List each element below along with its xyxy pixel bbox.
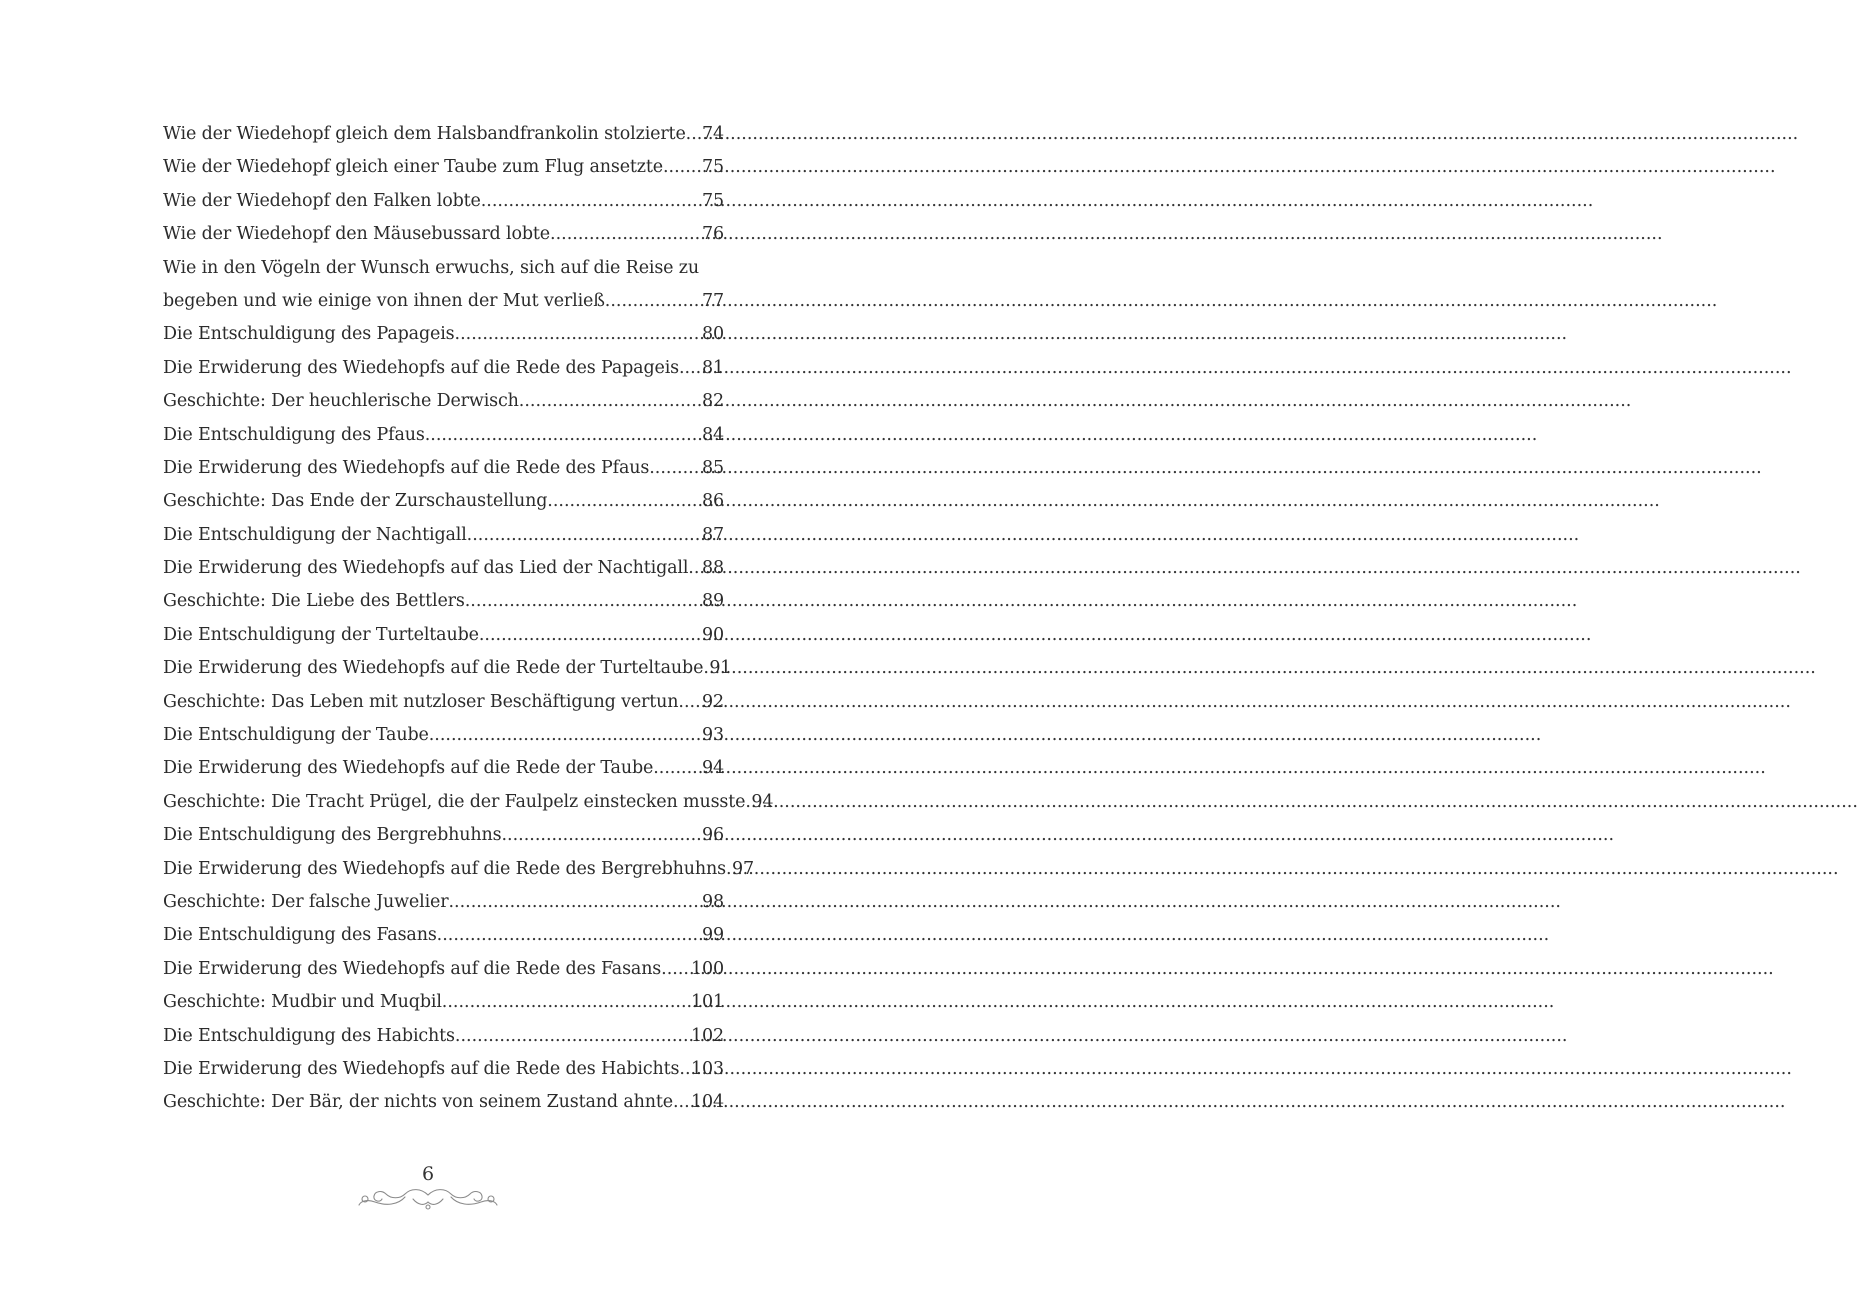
dot-leader <box>479 619 702 652</box>
toc-entry-page: 92 <box>702 691 724 712</box>
toc-entry[interactable] <box>163 151 724 184</box>
toc-entry-page: 77 <box>702 290 724 311</box>
toc-entry-page: 81 <box>702 357 724 378</box>
toc-entry-title: Die Entschuldigung des Pfaus <box>163 424 425 445</box>
toc-entry-title: Die Erwiderung des Wiedehopfs auf die Rede des Fasans <box>163 958 662 979</box>
toc-entry[interactable] <box>163 986 724 1019</box>
toc-entry-line: Wie in den Vögeln der Wunsch erwuchs, sich auf die Reise zu <box>163 257 699 278</box>
toc-entry[interactable] <box>163 318 724 351</box>
toc-entry[interactable] <box>163 1086 724 1119</box>
toc-entry-title: Die Erwiderung des Wiedehopfs auf die Rede der Taube <box>163 758 654 779</box>
toc-entry[interactable] <box>163 919 724 952</box>
dot-leader <box>679 352 702 385</box>
dot-leader <box>679 1053 691 1086</box>
toc-entry-page: 103 <box>691 1058 724 1079</box>
toc-entry-page: 89 <box>702 591 724 612</box>
dot-leader <box>481 185 702 218</box>
toc-entry-title: Die Entschuldigung des Papageis <box>163 324 455 345</box>
toc-entry[interactable] <box>163 686 724 719</box>
toc-entry[interactable] <box>163 452 724 485</box>
toc-entry-page: 80 <box>702 324 724 345</box>
dot-leader <box>429 719 702 752</box>
toc-entry-page: 87 <box>702 524 724 545</box>
toc-entry[interactable] <box>163 719 724 752</box>
toc-entry-title: Die Erwiderung des Wiedehopfs auf die Rede der Turteltaube <box>163 658 704 679</box>
toc-entry-title: Geschichte: Das Ende der Zurschaustellung <box>163 491 548 512</box>
toc-entry[interactable] <box>163 819 724 852</box>
dot-leader <box>686 118 702 151</box>
toc-entry[interactable] <box>163 619 724 652</box>
dot-leader <box>663 151 702 184</box>
toc-entry[interactable] <box>163 752 724 785</box>
toc-entry-title: Geschichte: Das Leben mit nutzloser Beschäftigung vertun <box>163 691 679 712</box>
toc-entry-title: begeben und wie einige von ihnen der Mut verließ <box>163 290 605 311</box>
toc-entry-title: Die Erwiderung des Wiedehopfs auf die Rede des Bergrebhuhns <box>163 858 726 879</box>
toc-entry-title: Die Entschuldigung der Taube <box>163 725 429 746</box>
toc-entry-title: Die Erwiderung des Wiedehopfs auf die Rede des Habichts <box>163 1058 680 1079</box>
toc-entry[interactable] <box>163 118 724 151</box>
toc-entry[interactable] <box>163 953 724 986</box>
dot-leader <box>501 819 702 852</box>
toc-entry[interactable] <box>163 1053 724 1086</box>
toc-entry-title: Die Entschuldigung der Nachtigall <box>163 524 467 545</box>
toc-entry-page: 82 <box>702 391 724 412</box>
toc-entry-page: 102 <box>691 1025 724 1046</box>
toc-entry-page: 93 <box>702 725 724 746</box>
toc-entry-page: 85 <box>702 457 724 478</box>
toc-entry-title: Die Erwiderung des Wiedehopfs auf die Rede des Pfaus <box>163 457 650 478</box>
dot-leader <box>519 385 702 418</box>
toc-entry[interactable] <box>163 185 724 218</box>
toc-entry-title: Geschichte: Mudbir und Muqbil <box>163 992 442 1013</box>
toc-entry-title: Die Entschuldigung der Turteltaube <box>163 624 479 645</box>
toc-entry-page: 97 <box>731 858 754 879</box>
toc-entry-page: 100 <box>691 958 724 979</box>
toc-entry-title: Wie der Wiedehopf den Mäusebussard lobte <box>163 224 550 245</box>
toc-entry[interactable] <box>163 853 754 886</box>
toc-entry-page: 104 <box>691 1092 724 1113</box>
toc-entry-page: 74 <box>702 124 724 144</box>
toc-entry-title: Wie der Wiedehopf gleich einer Taube zum Flug ansetzte <box>163 157 663 178</box>
toc-entry-title: Geschichte: Die Tracht Prügel, die der Faulpelz einstecken musste <box>163 791 746 812</box>
toc-entry-title: Wie der Wiedehopf gleich dem Halsbandfrankolin stolzierte <box>163 124 686 144</box>
toc-entry[interactable] <box>163 285 724 318</box>
dot-leader <box>550 218 702 251</box>
toc-entry-page: 75 <box>702 157 724 178</box>
toc-entry-title: Die Entschuldigung des Bergrebhuhns <box>163 825 502 846</box>
toc-entry-title: Die Entschuldigung des Habichts <box>163 1025 455 1046</box>
dot-leader <box>448 886 702 919</box>
dot-leader <box>442 986 691 1019</box>
toc-entry-page: 99 <box>702 925 724 946</box>
toc-entry[interactable] <box>163 786 774 819</box>
flourish-ornament-icon <box>353 1185 503 1215</box>
toc-entry-title: Geschichte: Die Liebe des Bettlers <box>163 591 465 612</box>
toc-entry-page: 86 <box>702 491 724 512</box>
dot-leader <box>467 519 702 552</box>
toc-entry-page: 84 <box>702 424 724 445</box>
toc-entry-page: 94 <box>751 791 774 812</box>
dot-leader <box>425 419 702 452</box>
toc-entry-page: 96 <box>702 825 724 846</box>
toc-entry-page: 76 <box>702 224 724 245</box>
page-number: 6 <box>421 1163 435 1185</box>
dot-leader <box>673 1086 691 1119</box>
dot-leader <box>455 1020 691 1053</box>
toc-entry-title: Geschichte: Der heuchlerische Derwisch <box>163 391 519 412</box>
toc-entry[interactable] <box>163 1020 724 1053</box>
toc-entry-page: 94 <box>702 758 724 779</box>
book-page <box>0 0 856 1299</box>
toc-entry-page: 90 <box>702 624 724 645</box>
toc-entry-page: 98 <box>702 891 724 912</box>
toc-entry-title: Geschichte: Der Bär, der nichts von seinem Zustand ahnte <box>163 1092 673 1113</box>
toc-entry[interactable] <box>163 218 724 251</box>
toc-entry[interactable] <box>163 552 724 585</box>
toc-entry-title: Wie der Wiedehopf den Falken lobte <box>163 190 481 211</box>
dot-leader <box>465 585 702 618</box>
toc-entry[interactable] <box>163 886 724 919</box>
toc-entry[interactable] <box>163 419 724 452</box>
dot-leader <box>437 919 702 952</box>
dot-leader <box>653 752 702 785</box>
toc-entry-title: Die Erwiderung des Wiedehopfs auf das Lied der Nachtigall <box>163 558 689 579</box>
toc-entry-page: 75 <box>702 190 724 211</box>
toc-entry-page: 88 <box>702 558 724 579</box>
toc-entry[interactable] <box>163 519 724 552</box>
toc-entry-title: Die Entschuldigung des Fasans <box>163 925 437 946</box>
dot-leader <box>661 953 691 986</box>
toc-entry-title: Geschichte: Der falsche Juwelier <box>163 891 449 912</box>
dot-leader <box>455 318 703 351</box>
toc-entry-title: Die Erwiderung des Wiedehopfs auf die Rede des Papageis <box>163 357 679 378</box>
toc-entry[interactable] <box>163 385 724 418</box>
toc-entry[interactable] <box>163 485 724 518</box>
dot-leader <box>678 686 702 719</box>
toc-entry-page: 101 <box>691 992 724 1013</box>
dot-leader <box>688 552 702 585</box>
toc-entry[interactable] <box>163 652 732 685</box>
dot-leader <box>547 485 702 518</box>
dot-leader <box>649 452 702 485</box>
toc-entry[interactable] <box>163 352 724 385</box>
dot-leader <box>605 285 702 318</box>
toc-entry-page: 91 <box>709 658 732 679</box>
toc-entry[interactable] <box>163 585 724 618</box>
table-of-contents <box>163 118 774 1120</box>
